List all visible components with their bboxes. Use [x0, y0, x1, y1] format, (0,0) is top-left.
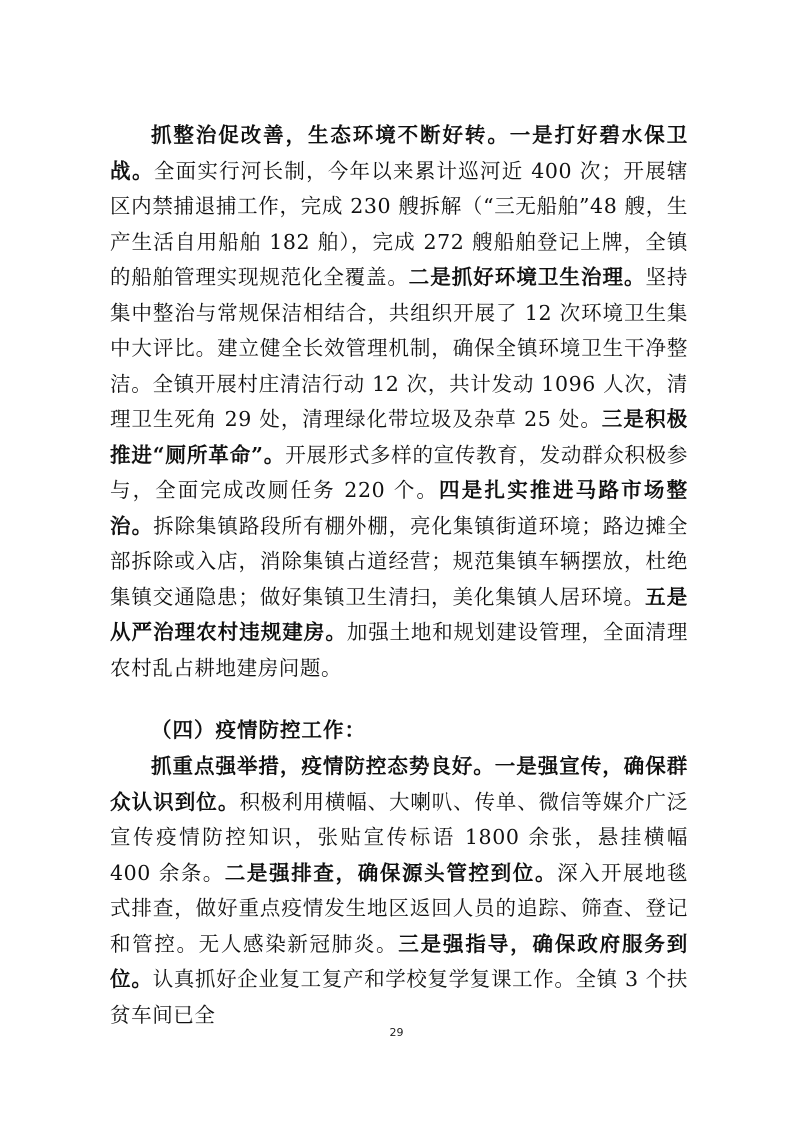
section-heading-epidemic: （四）疫情防控工作： — [151, 718, 366, 742]
body-text-8: 认真抓好企业复工复产和学校复学复课工作。全镇 3 个扶贫车间已全 — [110, 967, 688, 1027]
bold-lead-5: 五是从严治理农村违规建房。 — [110, 584, 688, 644]
body-text-4: 拆除集镇路段所有棚外棚，亮化集镇街道环境；路边摊全部拆除或入店，消除集镇占道经营；规范集镇车辆摆放，杜绝集镇交通隐患；做好集镇卫生清扫，美化集镇人居环境。 — [110, 513, 689, 609]
body-text-3: 开展形式多样的宣传教育，发动群众积极参与，全面完成改厕任务 220 个。 — [110, 442, 688, 502]
body-text-2: 坚持集中整治与常规保洁相结合，共组织开展了 12 次环境卫生集中大评比。建立健全长效管理机制，确保全镇环境卫生干净整洁。全镇开展村庄清洁行动 12 次，共计发动 1096 人次，清理卫生死角 29 处，清理绿化带垃圾及杂草 25 处。 — [110, 265, 688, 431]
bold-lead-6: 抓重点强举措，疫情防控态势良好。一是强宣传，确保群众认识到位。 — [110, 754, 688, 814]
bold-lead-2: 二是抓好环境卫生治理。 — [408, 265, 646, 289]
bold-lead-7: 二是强排查，确保源头管控到位。 — [224, 860, 558, 885]
bold-lead-4: 四是扎实推进马路市场整治。 — [110, 478, 688, 538]
page-number: 29 — [389, 1026, 404, 1039]
body-text-6: 积极利用横幅、大喇叭、传单、微信等媒介广泛宣传疫情防控知识，张贴宣传标语 1800 余张，悬挂横幅 400 余条。 — [110, 789, 688, 885]
body-text-7: 深入开展地毯式排查，做好重点疫情发生地区返回人员的追踪、筛查、登记和管控。无人感染新冠肺炎。 — [110, 860, 689, 956]
bold-lead-1: 抓整治促改善，生态环境不断好转。一是打好碧水保卫战。 — [110, 123, 688, 183]
body-text-1: 全面实行河长制，今年以来累计巡河近 400 次；开展辖区内禁捕退捕工作，完成 230 艘拆解（“三无船舶”48 艘，生产生活自用船舶 182 舶），完成 272 艘船舶登记上牌，全镇的船舶管理实现规范化全覆盖。 — [110, 158, 688, 289]
body-text-5: 加强土地和规划建设管理，全面清理农村乱占耕地建房问题。 — [110, 620, 688, 680]
bold-lead-3: 三是积极推进“厕所革命”。 — [110, 407, 689, 467]
bold-lead-8: 三是强指导，确保政府服务到位。 — [110, 931, 688, 991]
paragraph-ecological-environment — [110, 118, 688, 686]
paragraph-epidemic-control — [110, 749, 688, 1033]
